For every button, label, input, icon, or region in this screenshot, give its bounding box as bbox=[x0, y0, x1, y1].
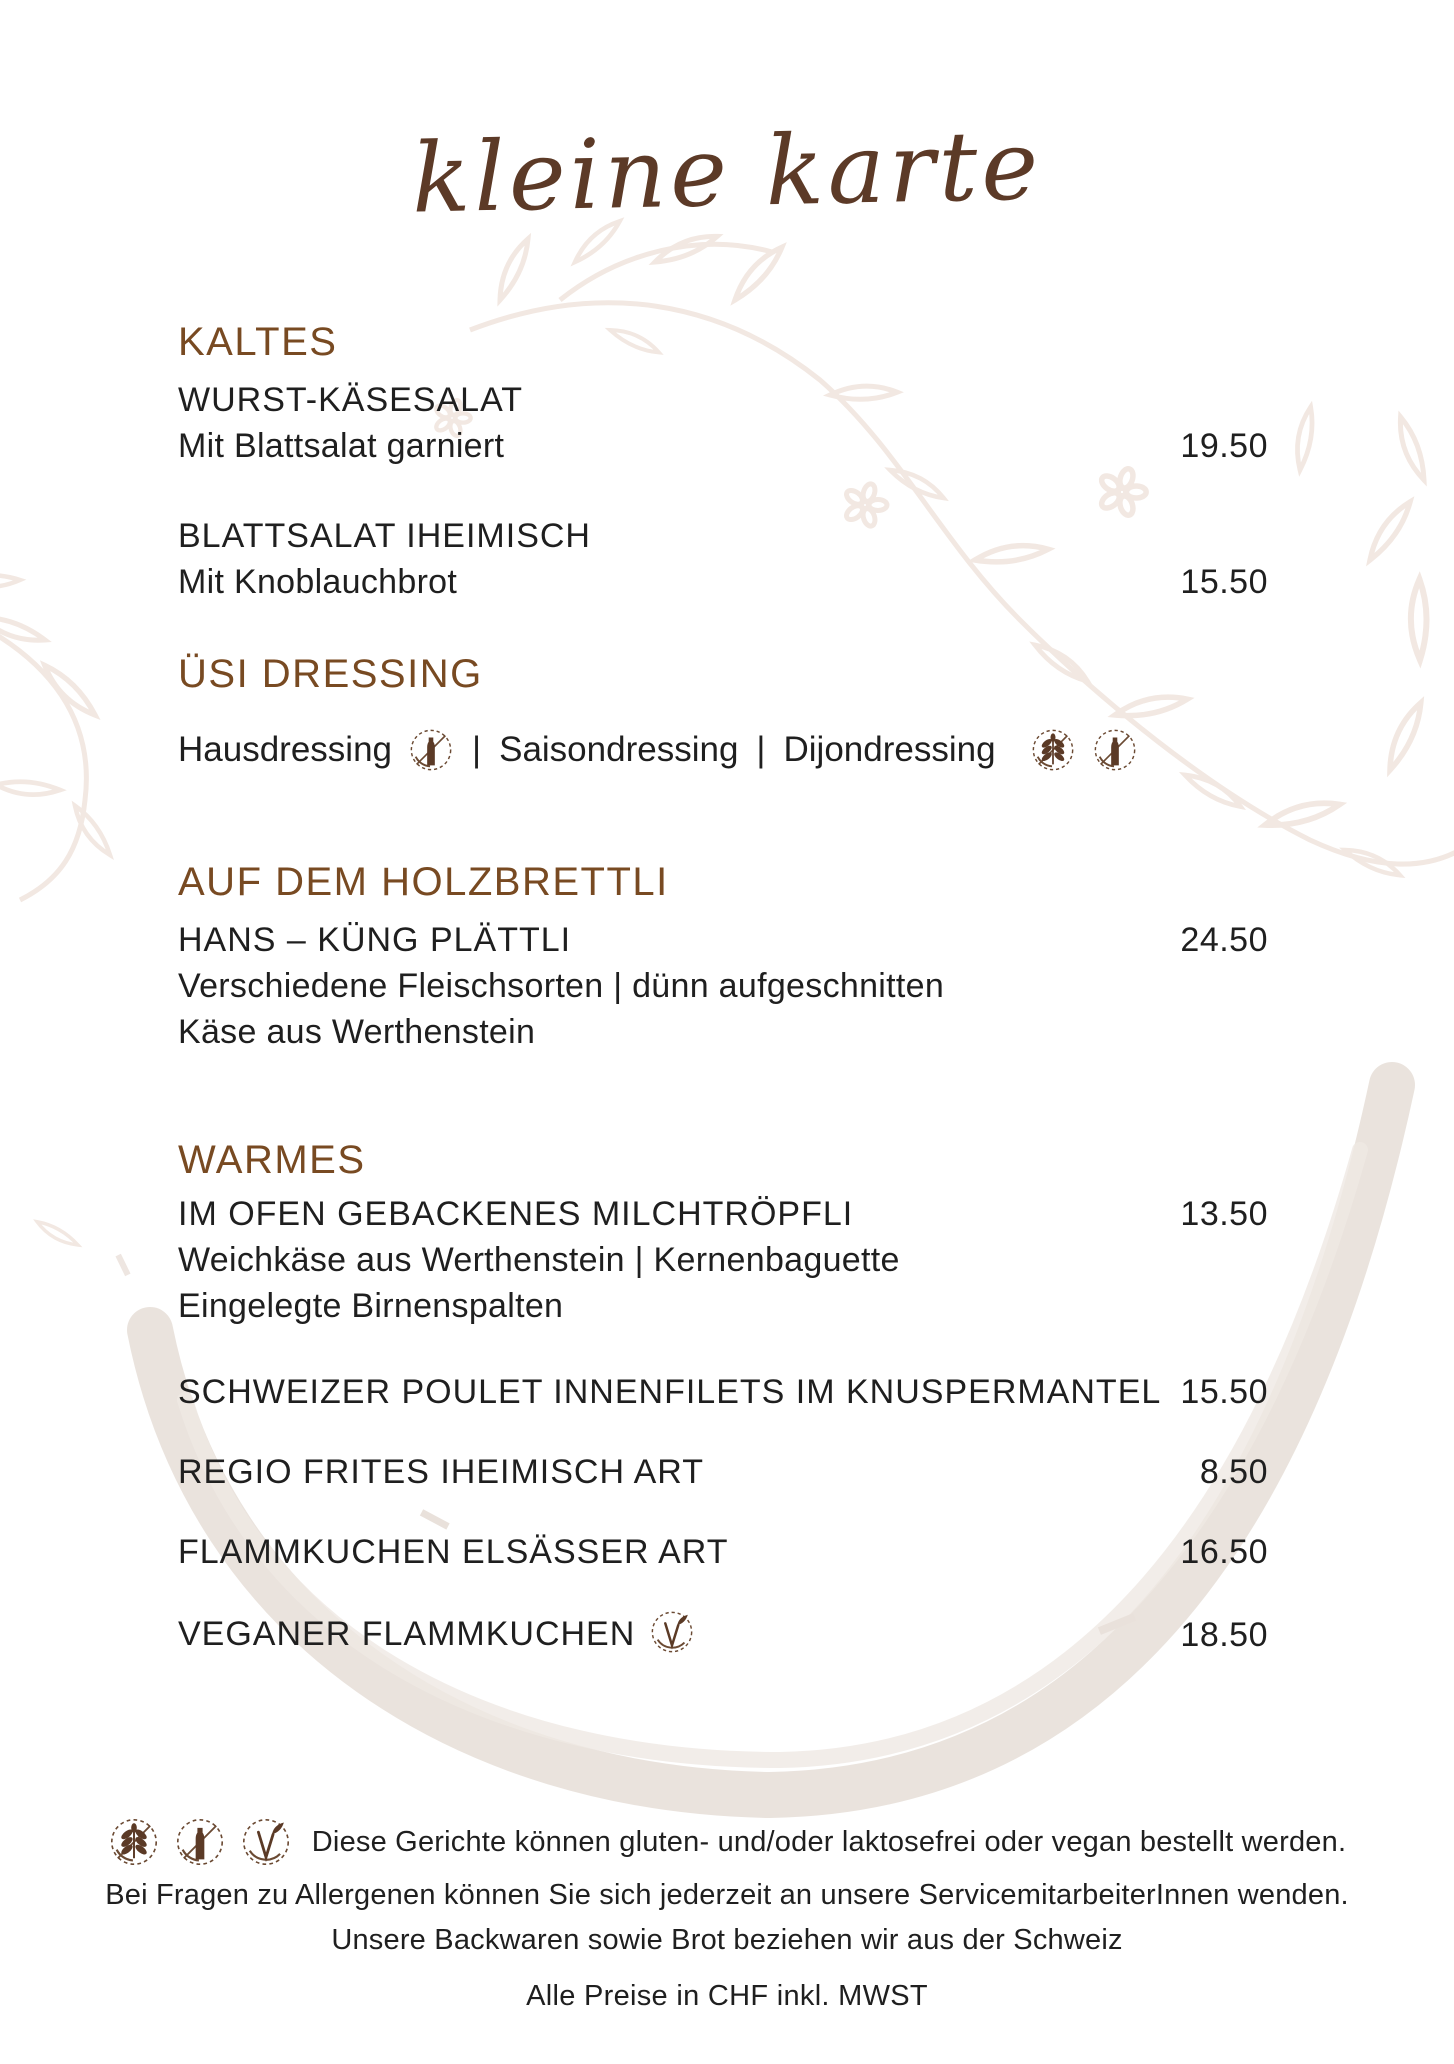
footer bbox=[0, 1816, 1454, 2013]
item-price: 18.50 bbox=[1180, 1616, 1268, 1654]
dressing-option: Dijondressing bbox=[783, 730, 996, 769]
dressing-option: Saisondressing bbox=[499, 730, 739, 769]
item-name: SCHWEIZER POULET INNENFILETS IM KNUSPERMANTEL bbox=[178, 1373, 1162, 1411]
price-note: Alle Preise in CHF inkl. MWST bbox=[526, 1980, 928, 2012]
item-name-with-icon bbox=[178, 1611, 695, 1659]
item-description: Käse aus Werthenstein bbox=[178, 1013, 536, 1051]
item-name: REGIO FRITES IHEIMISCH ART bbox=[178, 1453, 704, 1491]
item-row bbox=[178, 559, 1268, 605]
separator: | bbox=[756, 730, 766, 769]
section-heading-dressing: ÜSI DRESSING bbox=[178, 652, 483, 696]
item-description: Eingelegte Birnenspalten bbox=[178, 1287, 564, 1325]
item-row bbox=[178, 1369, 1268, 1415]
item-row bbox=[178, 1449, 1268, 1495]
vegan-icon bbox=[649, 1609, 695, 1655]
section-warmes bbox=[178, 1138, 1268, 1659]
section-dressing bbox=[178, 652, 1268, 773]
item-name: HANS – KÜNG PLÄTTLI bbox=[178, 921, 572, 959]
item-name: BLATTSALAT IHEIMISCH bbox=[178, 517, 591, 555]
item-price: 13.50 bbox=[1180, 1195, 1268, 1233]
allergy-note-line1: Diese Gerichte können gluten- und/oder laktosefrei oder vegan bestellt werden. bbox=[311, 1825, 1347, 1858]
item-description: Verschiedene Fleischsorten | dünn aufgeschnitten bbox=[178, 967, 945, 1005]
item-row bbox=[178, 917, 1268, 963]
item-name: VEGANER FLAMMKUCHEN bbox=[178, 1615, 636, 1653]
gluten-free-icon bbox=[1030, 727, 1076, 773]
item-row bbox=[178, 1611, 1268, 1659]
lactose-free-icon bbox=[174, 1816, 226, 1868]
separator: | bbox=[472, 730, 482, 769]
item-price: 15.50 bbox=[1180, 1373, 1268, 1411]
item-row bbox=[178, 1529, 1268, 1575]
item-price: 19.50 bbox=[1180, 427, 1268, 465]
item-row bbox=[178, 423, 1268, 469]
section-heading-kaltes: KALTES bbox=[178, 320, 338, 364]
section-kaltes bbox=[178, 320, 1268, 605]
item-price: 8.50 bbox=[1199, 1453, 1268, 1491]
allergy-note-line3: Unsere Backwaren sowie Brot beziehen wir aus der Schweiz bbox=[331, 1924, 1123, 1956]
dressing-options bbox=[178, 727, 1268, 773]
item-name: WURST-KÄSESALAT bbox=[178, 381, 523, 419]
vegan-icon bbox=[240, 1816, 292, 1868]
item-description: Mit Blattsalat garniert bbox=[178, 427, 505, 465]
section-heading-holzbrettli: AUF DEM HOLZBRETTLI bbox=[178, 860, 669, 904]
allergy-note-line2: Bei Fragen zu Allergenen können Sie sich jederzeit an unsere ServicemitarbeiterInnen wenden. bbox=[105, 1879, 1349, 1911]
lactose-free-icon bbox=[408, 727, 454, 773]
gluten-free-icon bbox=[108, 1816, 160, 1868]
section-holzbrettli bbox=[178, 860, 1268, 1055]
item-name: IM OFEN GEBACKENES MILCHTRÖPFLI bbox=[178, 1195, 854, 1233]
item-description: Mit Knoblauchbrot bbox=[178, 563, 458, 601]
item-name: FLAMMKUCHEN ELSÄSSER ART bbox=[178, 1533, 729, 1571]
item-description: Weichkäse aus Werthenstein | Kernenbaguette bbox=[178, 1241, 900, 1279]
item-price: 16.50 bbox=[1180, 1533, 1268, 1571]
lactose-free-icon bbox=[1092, 727, 1138, 773]
item-price: 24.50 bbox=[1180, 921, 1268, 959]
page-title: kleine karte bbox=[410, 109, 1044, 235]
item-price: 15.50 bbox=[1180, 563, 1268, 601]
section-heading-warmes: WARMES bbox=[178, 1138, 366, 1182]
item-row bbox=[178, 1191, 1268, 1237]
dressing-option: Hausdressing bbox=[178, 730, 392, 769]
allergy-note-row bbox=[0, 1816, 1454, 1868]
